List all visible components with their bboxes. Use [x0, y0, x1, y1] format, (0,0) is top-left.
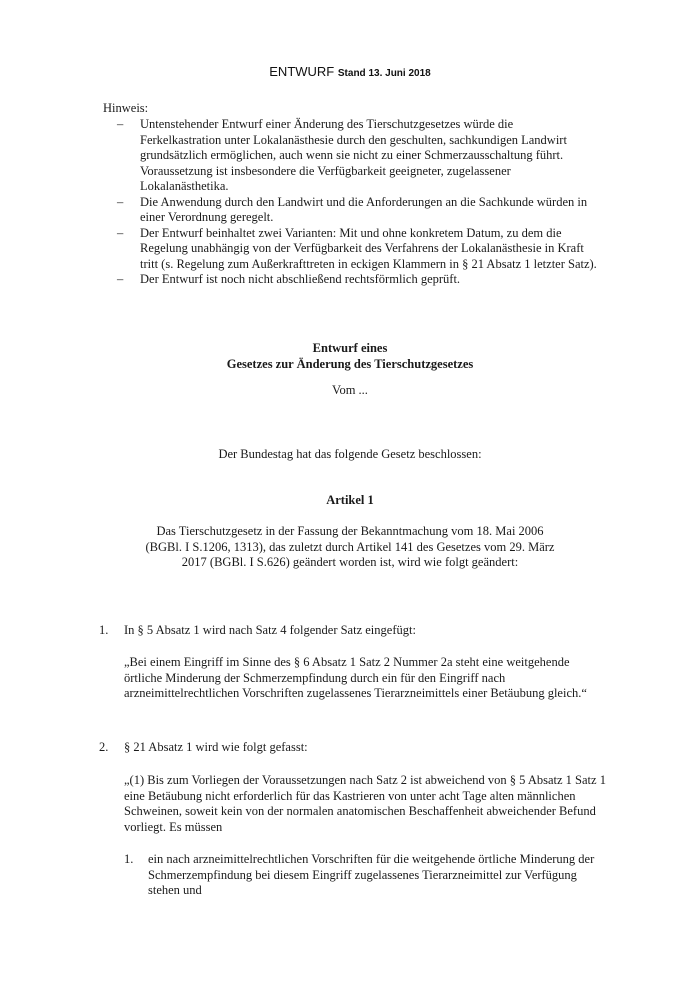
- draft-label: ENTWURF: [269, 64, 335, 79]
- article-intro: Das Tierschutzgesetz in der Fassung der Bekanntmachung vom 18. Mai 2006 (BGBl. I S.1206, 1313), das zuletzt durch Artikel 141 des Gesetzes vom 29. März 2017 (BGBl. I S.626) geändert worden ist, wird wie folgt geändert:: [145, 524, 555, 569]
- note-list: [117, 117, 597, 288]
- draft-date-line: Vom ...: [332, 383, 368, 397]
- note-item: – Der Entwurf beinhaltet zwei Varianten: Mit und ohne konkretem Datum, zu dem die Regelung unabhängig von der Verfügbarkeit des Verfahrens der Lokalanästhesie in Kraft tritt (s. Regelung zum Außerkrafttreten in eckigen Klammern in § 21 Absatz 1 letzter Satz).: [117, 226, 597, 273]
- draft-title-line1: Entwurf eines: [312, 341, 388, 355]
- amendment-text: In § 5 Absatz 1 wird nach Satz 4 folgender Satz eingefügt:: [124, 623, 416, 637]
- note-item: – Die Anwendung durch den Landwirt und die Anforderungen an die Sachkunde würden in einer Verordnung geregelt.: [117, 195, 597, 226]
- version-date: Stand 13. Juni 2018: [337, 68, 431, 79]
- document-header: [0, 64, 700, 82]
- note-heading: Hinweis:: [103, 101, 149, 115]
- amendment-number: 1.: [99, 623, 109, 637]
- article-title: Artikel 1: [326, 493, 374, 507]
- amendment-quote: „Bei einem Eingriff im Sinne des § 6 Absatz 1 Satz 2 Nummer 2a steht eine weitgehende örtliche Minderung der Schmerzempfindung durch ein für den Eingriff nach arzneimittelrechtlichen Vorschriften zugelassenes Tierarzneimittels einer Betäubung gleich.“: [124, 655, 587, 700]
- enacting-clause: Der Bundestag hat das folgende Gesetz beschlossen:: [218, 447, 482, 461]
- amendment-number: 2.: [99, 740, 109, 754]
- amendment-text: § 21 Absatz 1 wird wie folgt gefasst:: [124, 740, 308, 754]
- note-item: – Der Entwurf ist noch nicht abschließend rechtsförmlich geprüft.: [117, 272, 597, 288]
- subitem-number: 1.: [124, 852, 134, 866]
- note-item: – Untenstehender Entwurf einer Änderung des Tierschutzgesetzes würde die Ferkelkastration unter Lokalanästhesie durch den geschulten, sachkundigen Landwirt grundsätzlich ermöglichen, auch wenn sie nicht zu einer Schmerzausschaltung führt. Voraussetzung ist insbesondere die Verfügbarkeit geeigneter, zugelassener Lokalanästhetika.: [117, 117, 597, 195]
- draft-title-line2: Gesetzes zur Änderung des Tierschutzgesetzes: [226, 357, 474, 371]
- subitem-text: ein nach arzneimittelrechtlichen Vorschriften für die weitgehende örtliche Minderung der Schmerzempfindung bei diesem Eingriff zugelassenes Tierarzneimittel zur Verfügung stehen und: [148, 852, 595, 897]
- amendment-quote: „(1) Bis zum Vorliegen der Voraussetzungen nach Satz 2 ist abweichend von § 5 Absatz 1 Satz 1 eine Betäubung nicht erforderlich für das Kastrieren von unter acht Tage alten männlichen Schweinen, soweit kein von der normalen anatomischen Beschaffenheit abweichender Befund vorliegt. Es müssen: [124, 773, 606, 834]
